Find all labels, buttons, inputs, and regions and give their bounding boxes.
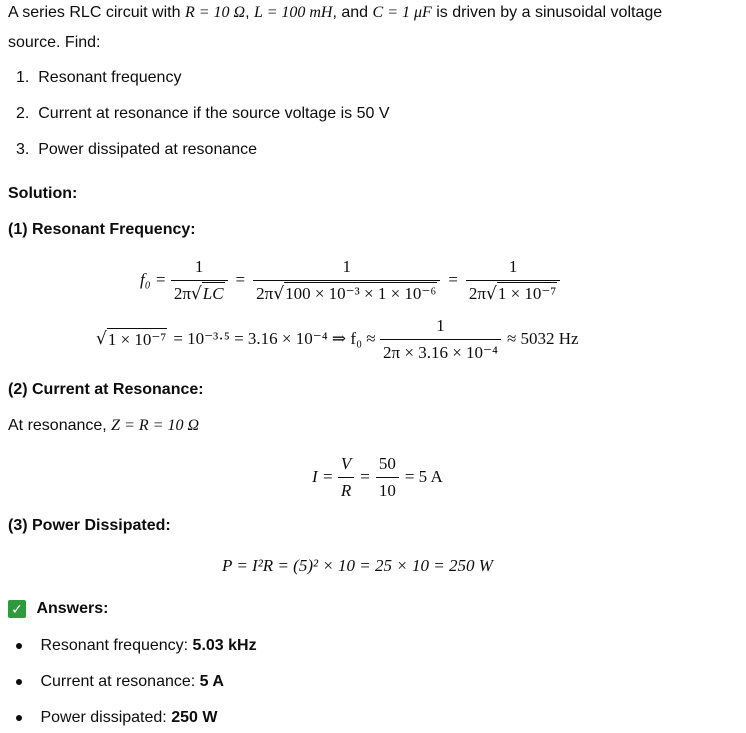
task-text: Resonant frequency — [38, 69, 182, 86]
fraction-50-over-10 — [376, 454, 399, 501]
equals-sign: = — [235, 270, 246, 289]
fraction-numerator: 1 — [342, 256, 351, 276]
section2-heading: (2) Current at Resonance: — [8, 381, 204, 398]
sqrt-symbol: √ — [273, 283, 285, 304]
answer-value: 5.03 kHz — [192, 637, 257, 654]
resistance-definition: R = 10 Ω — [184, 4, 246, 21]
fraction-denominator: 2π × 3.16 × 10⁻⁴ — [380, 339, 501, 363]
fraction-denominator: 10 — [376, 477, 399, 501]
answer-value: 5 A — [199, 673, 224, 690]
problem-statement-line2: source. Find: — [8, 34, 101, 51]
answer-label: Resonant frequency: — [40, 637, 193, 654]
task-text: Power dissipated at resonance — [38, 141, 258, 158]
sqrt-symbol: √ — [96, 329, 107, 349]
sqrt-result-text: = 10⁻³·⁵ = 3.16 × 10⁻⁴ ⇒ f₀ ≈ — [173, 329, 376, 348]
answer-value: 250 W — [171, 709, 218, 726]
inductance-definition: L = 100 mH — [253, 4, 333, 21]
answer-item — [16, 637, 257, 655]
answers-heading-row — [8, 600, 108, 618]
fraction-denominator: R — [338, 477, 354, 501]
fraction-denominator-prefix: 2π — [468, 283, 486, 303]
fraction-V-over-R — [338, 454, 354, 501]
answer-label: Current at resonance: — [40, 673, 200, 690]
intro-text: A series RLC circuit with — [8, 4, 185, 21]
answers-heading: Answers: — [36, 600, 109, 617]
power-equation: P = I²R = (5)² × 10 = 25 × 10 = 250 W — [222, 556, 493, 575]
fraction-numerator: 1 — [194, 256, 204, 276]
answer-label: Power dissipated: — [40, 709, 172, 726]
capacitance-definition: C = 1 μF — [372, 4, 432, 21]
solution-heading: Solution: — [8, 185, 78, 202]
impedance-text: At resonance, — [8, 417, 112, 434]
fraction-numerator: 50 — [378, 453, 396, 473]
bullet-icon — [16, 679, 22, 685]
fraction-denominator-prefix: 2π — [173, 283, 191, 303]
bullet-icon — [16, 715, 22, 721]
task-text: Current at resonance if the source voltage is 50 V — [38, 105, 390, 122]
current-result: = 5 A — [404, 467, 443, 486]
answer-item — [16, 673, 224, 691]
sqrt-symbol: √ — [190, 283, 202, 304]
fraction-numerator: V — [340, 453, 352, 473]
intro-end-text: is driven by a sinusoidal voltage — [431, 4, 663, 21]
bullet-icon — [16, 643, 22, 649]
equals-sign: = — [360, 467, 370, 486]
task-number: 1. — [16, 69, 30, 86]
section1-heading: (1) Resonant Frequency: — [8, 221, 196, 238]
frequency-result: ≈ 5032 Hz — [506, 329, 579, 348]
f0-lhs: f₀ = — [140, 270, 167, 289]
equals-sign: = — [448, 270, 458, 289]
sqrt-symbol: √ — [486, 283, 497, 304]
task-number: 3. — [16, 141, 30, 158]
task-number: 2. — [16, 105, 30, 122]
fraction-1-over-2pi-sqrt-LC — [171, 257, 228, 304]
radicand: LC — [202, 283, 224, 303]
fraction-simplified — [466, 257, 560, 304]
answer-item — [16, 709, 217, 727]
resonant-frequency-equation — [140, 255, 560, 305]
impedance-math: Z = R = 10 Ω — [111, 417, 200, 434]
section3-heading: (3) Power Dissipated: — [8, 517, 171, 534]
problem-statement-line1: A series RLC circuit with R = 10 Ω, L = 100 mH, and C = 1 μF is driven by a sinusoidal voltage — [8, 4, 663, 21]
task-item — [16, 105, 390, 123]
fraction-denominator-prefix: 2π — [256, 283, 274, 303]
fraction-numerator: 1 — [508, 256, 518, 276]
current-equation — [312, 452, 443, 502]
radicand: 100 × 10⁻³ × 1 × 10⁻⁶ — [285, 283, 437, 303]
sqrt-evaluation-equation — [96, 314, 579, 364]
fraction-substituted — [253, 257, 440, 304]
impedance-statement — [8, 417, 199, 435]
current-lhs: I = — [312, 467, 334, 486]
check-mark-icon: ✓ — [8, 600, 26, 618]
radicand: 1 × 10⁻⁷ — [497, 283, 557, 303]
task-item — [16, 141, 257, 159]
fraction-numeric-frequency — [380, 316, 501, 363]
radicand: 1 × 10⁻⁷ — [107, 330, 167, 349]
task-item — [16, 69, 181, 87]
fraction-numerator: 1 — [436, 315, 445, 335]
